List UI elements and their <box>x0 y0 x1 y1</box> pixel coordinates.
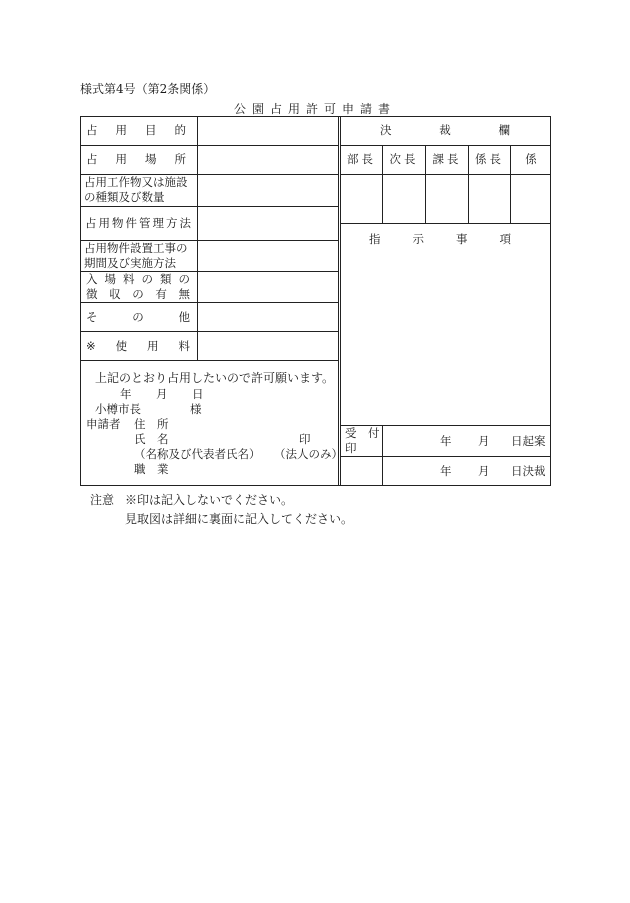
approver-subsection-head: 係長 <box>475 152 504 166</box>
decision-header: 決 裁 欄 <box>380 123 510 137</box>
row-label-purpose: 占 用 目 的 <box>86 123 186 137</box>
addressee: 小樽市長 <box>95 402 141 416</box>
reception-label: 受 付 <box>345 426 380 440</box>
row-label-kind-quantity: 占用工作物又は施設 の種類及び数量 <box>84 175 188 204</box>
notes-line-1: ※印は記入しないでください。 <box>125 493 294 507</box>
date-month-label: 月 <box>156 387 168 401</box>
row-label-usage-fee: ※ 使 用 料 <box>86 339 190 353</box>
notes-line-2: 見取図は詳細に裏面に記入してください。 <box>125 512 354 526</box>
approver-deputy-head: 次長 <box>389 152 419 166</box>
row-label-construction: 占用物件設置工事の 期間及び実施方法 <box>84 241 188 270</box>
decided-day-label: 日決裁 <box>511 464 546 478</box>
decided-year-label: 年 <box>440 464 452 478</box>
approver-section-head: 課長 <box>432 152 462 166</box>
row-label-management: 占 用 物 件 管 理 方 法 <box>85 216 191 230</box>
page-title: 公園占用許可申請書 <box>233 102 396 116</box>
address-label: 住 所 <box>134 417 169 431</box>
row-label-other: そ の 他 <box>86 310 190 324</box>
form-number: 様式第4号（第2条関係） <box>80 82 216 96</box>
approver-dept-head: 部長 <box>347 152 376 166</box>
draft-year-label: 年 <box>440 434 452 448</box>
row-label-place: 占 用 場 所 <box>86 152 186 166</box>
corporate-only-note: （法人のみ） <box>274 447 343 461</box>
draft-month-label: 月 <box>478 434 490 448</box>
reception-seal: 印 <box>345 441 357 455</box>
date-year-label: 年 <box>120 387 132 401</box>
addressee-honorific: 様 <box>190 402 202 416</box>
declaration-statement: 上記のとおり占用したいので許可願います。 <box>95 371 335 385</box>
draft-day-label: 日起案 <box>511 434 546 448</box>
corporate-name-note: （名称及び代表者氏名） <box>134 447 261 461</box>
instructions-header: 指 示 事 項 <box>369 232 511 246</box>
occupation-label: 職 業 <box>134 462 169 476</box>
applicant-label: 申請者 <box>86 417 121 431</box>
seal-mark: 印 <box>299 432 311 446</box>
name-label: 氏 名 <box>134 432 169 446</box>
application-form-table <box>80 116 551 486</box>
approver-staff: 係 <box>525 152 537 166</box>
date-day-label: 日 <box>192 387 204 401</box>
decided-month-label: 月 <box>478 464 490 478</box>
notes-label: 注意 <box>90 493 115 507</box>
row-label-admission-fee: 入 場 料 の 類 の 徴 収 の 有 無 <box>86 272 190 301</box>
